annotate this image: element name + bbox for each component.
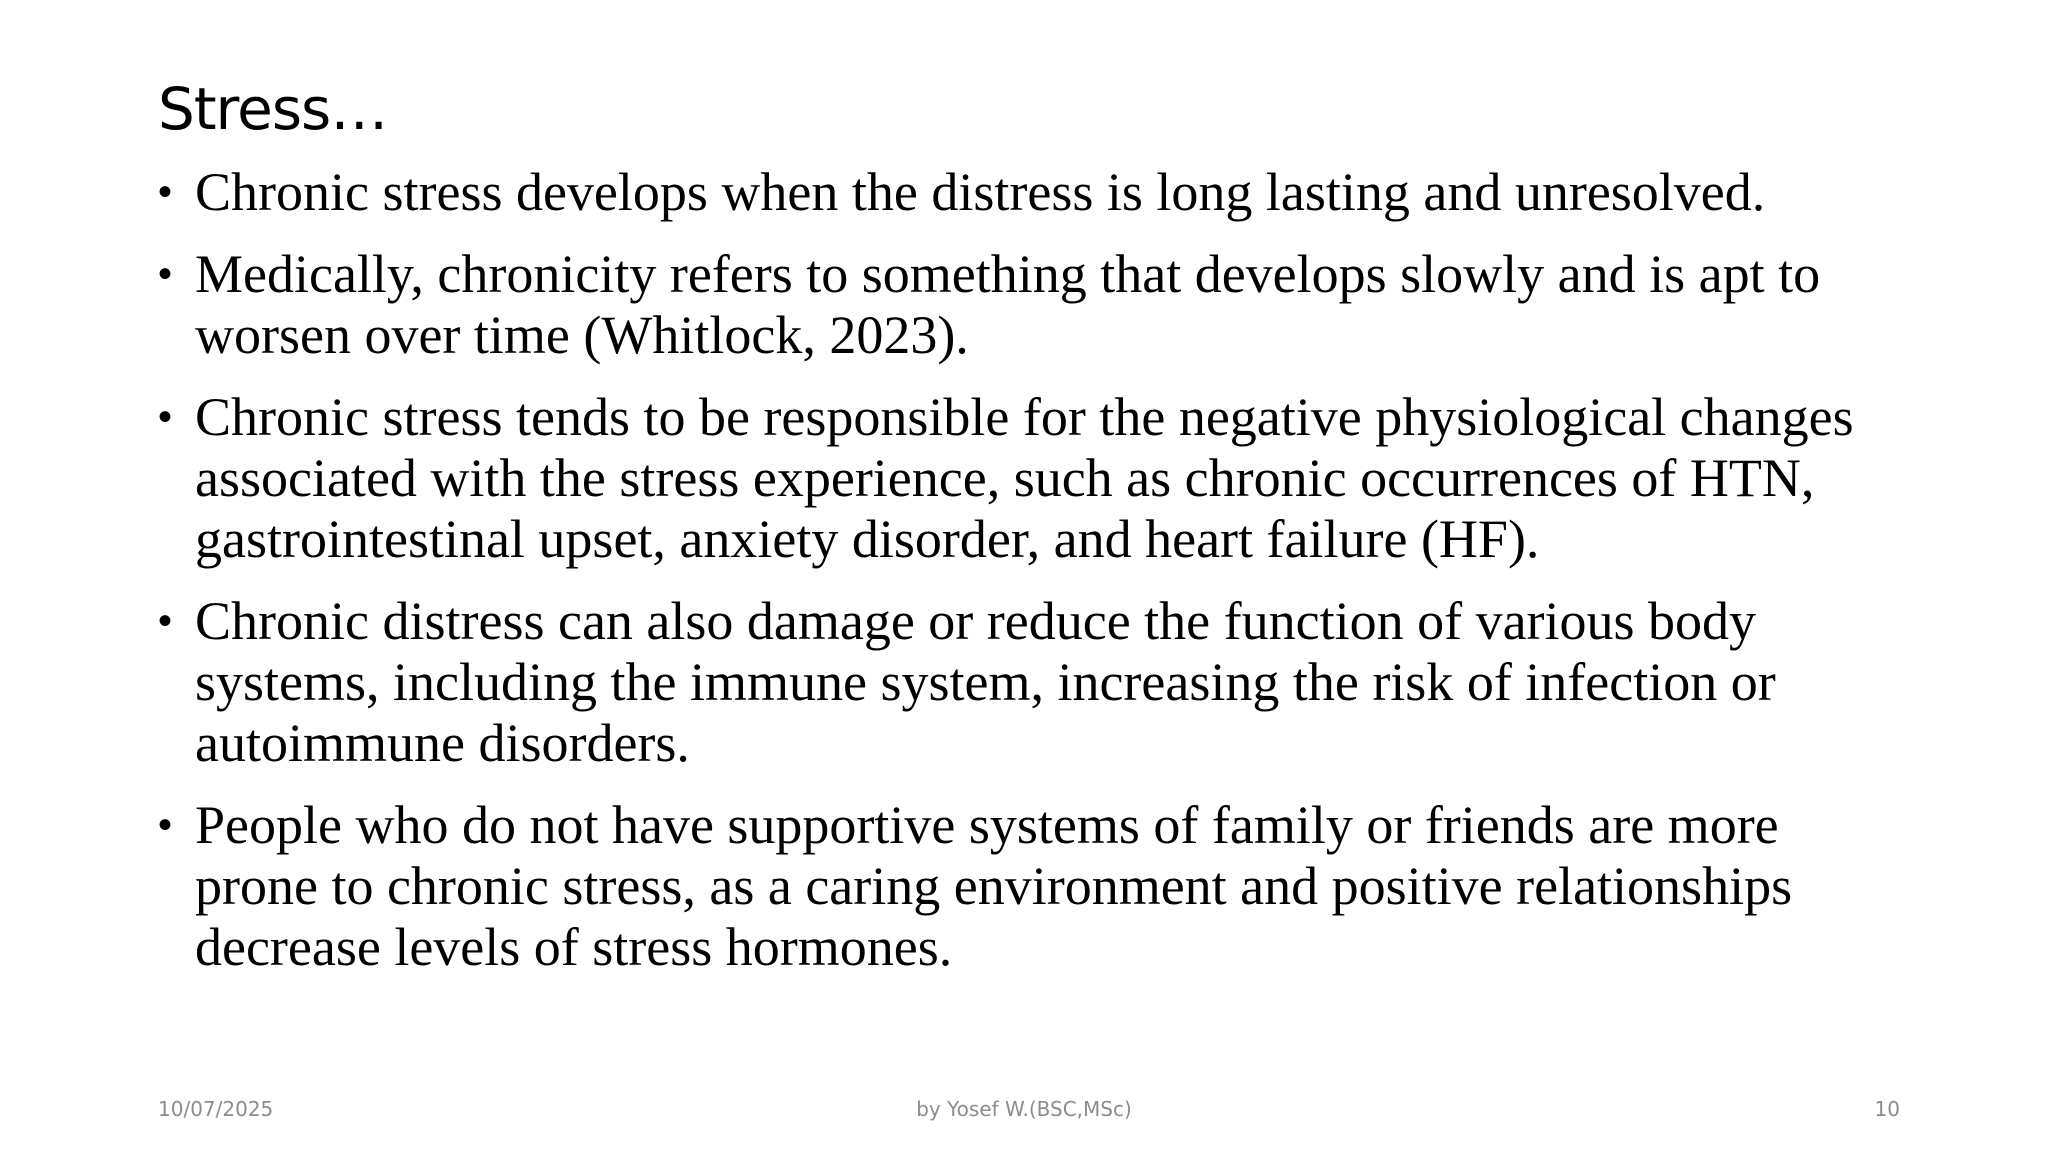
footer-page-number: 10 [1874, 1097, 1900, 1121]
footer-date: 10/07/2025 [158, 1097, 274, 1121]
bullet-dot-icon: • [158, 170, 173, 214]
bullet-text: Chronic stress tends to be responsible for the negative physiological changes associated with the stress experience, such as chronic occurrences of HTN, gastrointestinal upset, anxiety disorder, and heart failure (HF). [195, 387, 1854, 569]
slide-title: Stress… [158, 75, 388, 143]
bullet-dot-icon: • [158, 395, 173, 439]
bullet-item [158, 795, 1908, 978]
bullet-list [158, 162, 1908, 999]
bullet-item [158, 244, 1908, 366]
bullet-item [158, 387, 1908, 570]
bullet-text: Medically, chronicity refers to something that develops slowly and is apt to worsen over time (Whitlock, 2023). [195, 244, 1821, 365]
bullet-dot-icon: • [158, 803, 173, 847]
bullet-dot-icon: • [158, 252, 173, 296]
bullet-text: Chronic distress can also damage or reduce the function of various body systems, including the immune system, increasing the risk of infection or autoimmune disorders. [195, 591, 1776, 773]
bullet-text: People who do not have supportive systems of family or friends are more prone to chronic stress, as a caring environment and positive relationships decrease levels of stress hormones. [195, 795, 1793, 977]
bullet-text: Chronic stress develops when the distress is long lasting and unresolved. [195, 162, 1766, 222]
bullet-item [158, 162, 1908, 223]
bullet-dot-icon: • [158, 599, 173, 643]
footer-author: by Yosef W.(BSC,MSc) [916, 1097, 1132, 1121]
bullet-item [158, 591, 1908, 774]
